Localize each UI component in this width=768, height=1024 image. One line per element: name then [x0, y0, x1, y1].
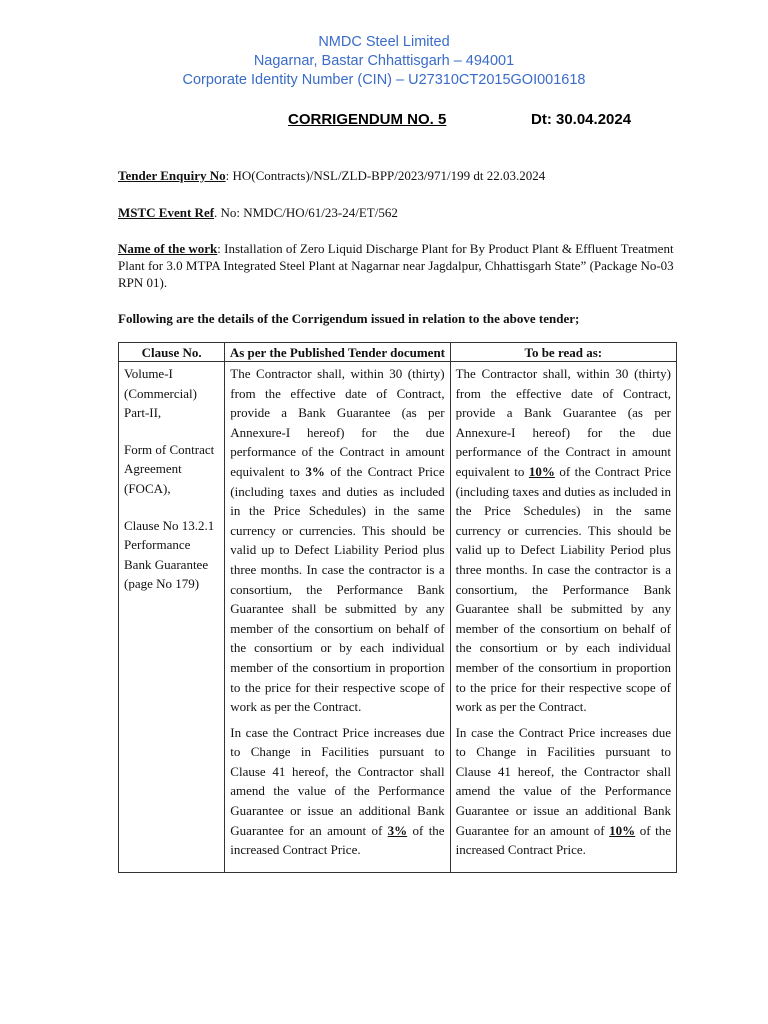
revised-paragraph-2	[456, 723, 671, 860]
tender-enquiry-value: : HO(Contracts)/NSL/ZLD-BPP/2023/971/199 dt 22.03.2024	[225, 168, 546, 183]
revised-p2-text-end: of the increased Contract Price.	[455, 822, 671, 858]
published-paragraph-1	[230, 364, 444, 717]
revised-p2-text: In case the Contract Price increases due to Change in Facilities pursuant to Clause 41 hereof, the Contractor shall amend the value of the Performance Guarantee or issue an additional Bank Guarantee for an amount of	[455, 724, 671, 838]
published-p1-percent: 3%	[305, 463, 325, 479]
published-p2-text: In case the Contract Price increases due to Change in Facilities pursuant to Clause 41 hereof, the Contractor shall amend the value of the Performance Guarantee or issue an additional Bank Guarantee for an amount of	[230, 724, 445, 838]
header-published: As per the Published Tender document	[225, 343, 450, 362]
clause-cell	[119, 362, 225, 873]
work-name-label: Name of the work	[118, 241, 218, 256]
clause-ref-volume: Volume-I (Commercial) Part-II,	[124, 366, 197, 421]
tender-enquiry-label: Tender Enquiry No	[118, 168, 226, 183]
corrigendum-table	[118, 342, 677, 873]
revised-text-cell	[450, 362, 676, 873]
clause-ref-number: Clause No 13.2.1 Performance Bank Guarantee (page No 179)	[124, 517, 215, 592]
corrigendum-intro: Following are the details of the Corrigendum issued in relation to the above tender;	[118, 311, 580, 326]
published-p1-text-end: of the Contract Price (including taxes and duties as included in the Price Schedules) in the same currency or currencies. This should be valid up to Defect Liability Period plus three months. In case the contractor is a consortium, the Performance Bank Guarantee shall be submitted by any member of the consortium on behalf of the consortium or by each individual member of the consortium in proportion to the price for their respective scope of work as per the Contract.	[230, 463, 445, 715]
revised-p1-text-end: of the Contract Price (including taxes and duties as included in the Price Schedules) in the same currency or currencies. This should be valid up to Defect Liability Period plus three months. In case the contractor is a consortium, the Performance Bank Guarantee shall be submitted by any member of the consortium on behalf of the consortium or by each individual member of the consortium in proportion to the price for their respective scope of work as per the Contract.	[455, 463, 671, 715]
revised-p1-text: The Contractor shall, within 30 (thirty) from the effective date of Contract, provide a Bank Guarantee (as per Annexure-I hereof) for the due performance of the Contract in amount equivalent to	[455, 366, 671, 479]
revised-p1-percent: 10%	[528, 463, 555, 479]
header-read-as: To be read as:	[450, 343, 676, 362]
company-address: Nagarnar, Bastar Chhattisgarh – 494001	[253, 53, 515, 69]
revised-p2-percent: 10%	[609, 822, 636, 838]
work-name-value: : Installation of Zero Liquid Discharge Plant for By Product Plant & Effluent Treatment Plant for 3.0 MTPA Integrated Steel Plant at Nagarnar near Jagdalpur, Chhattisgarh State” (Package No-03 RPN 01).	[118, 241, 674, 290]
header-clause-no: Clause No.	[119, 343, 225, 362]
revised-paragraph-1	[456, 364, 671, 717]
tender-enquiry-line	[118, 167, 678, 184]
corrigendum-title: CORRIGENDUM NO. 5	[288, 111, 447, 128]
mstc-event-line	[118, 204, 678, 221]
clause-ref-foca: Form of Contract Agreement (FOCA),	[124, 441, 215, 496]
mstc-event-label: MSTC Event Ref	[118, 205, 215, 220]
published-p1-text: The Contractor shall, within 30 (thirty) from the effective date of Contract, provide a Bank Guarantee (as per Annexure-I hereof) for the due performance of the Contract in amount equivalent to	[230, 366, 445, 479]
table-row	[119, 362, 677, 873]
work-name-line	[118, 240, 678, 291]
mstc-event-value: . No: NMDC/HO/61/23-24/ET/562	[214, 205, 398, 220]
published-p2-text-end: of the increased Contract Price.	[230, 822, 445, 858]
published-text-cell	[225, 362, 450, 873]
company-name: NMDC Steel Limited	[318, 34, 450, 50]
published-p2-percent: 3%	[387, 822, 408, 838]
published-paragraph-2	[230, 723, 444, 860]
corrigendum-date: Dt: 30.04.2024	[531, 111, 632, 128]
company-cin: Corporate Identity Number (CIN) – U27310CT2015GOI001618	[182, 72, 586, 88]
table-header-row	[119, 343, 677, 362]
